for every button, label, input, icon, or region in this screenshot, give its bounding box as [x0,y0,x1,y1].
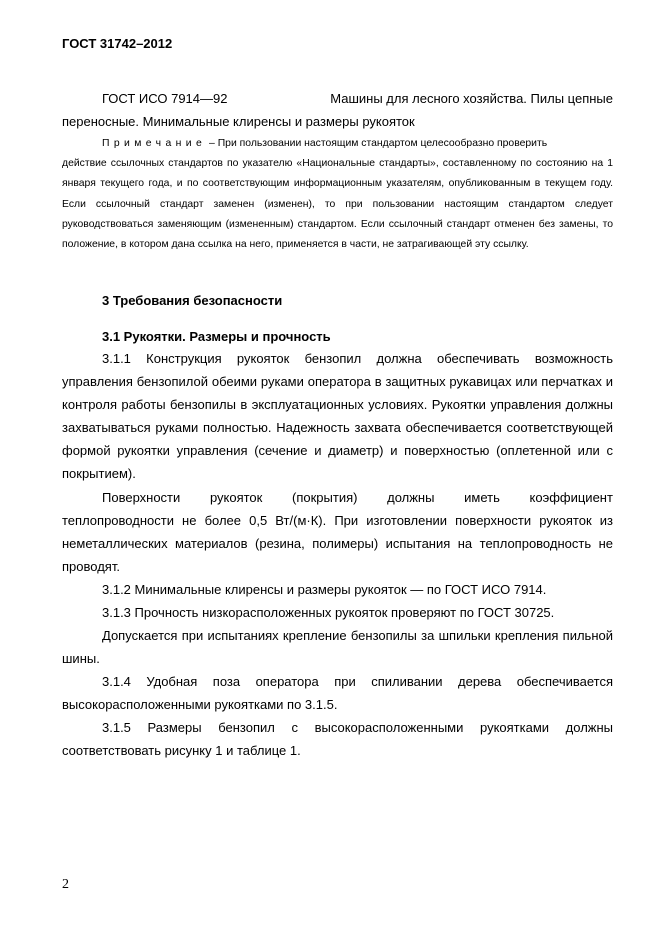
note-label: Примечание [102,138,207,149]
normative-reference [62,87,613,133]
page-number: 2 [62,877,69,892]
paragraph-3-1-1: 3.1.1 Конструкция рукояток бензопил должна обеспечивать возможность управления бензопилой обеими руками оператора в защитных рукавицах или перчатках и контроля работы бензопилы в эксплуатационных условиях. Рукоятки управления должны захватываться руками полностью. Надежность захвата обеспечивается соответствующей формой рукоятки управления (сечение и диаметр) и поверхностью (оплетенной или с покрытием). [62,351,613,481]
paragraph-3-1-4: 3.1.4 Удобная поза оператора при спиливании дерева обеспечивается высокорасположенными рукоятками по 3.1.5. [62,674,613,712]
paragraph-3-1-2: 3.1.2 Минимальные клиренсы и размеры рукояток — по ГОСТ ИСО 7914. [102,582,547,597]
document-header: ГОСТ 31742–2012 [62,36,173,51]
surface-first-line [62,486,613,509]
word: (покрытия) [292,490,358,505]
subsection-title: 3.1 Рукоятки. Размеры и прочность [102,329,331,344]
word: рукояток [209,490,263,505]
paragraph-3-1-1-surface [62,486,613,578]
note-text-rest: действие ссылочных стандартов по указателю «Национальные стандарты», составленному по состоянию на 1 января текущего года, и по соответствующим информационным указателям, опубликованным в текущем году. Если ссылочный стандарт заменен (изменен), то при пользовании настоящим стандартом следует руководствоваться заменяющим (измененным) стандартом. Если ссылочный стандарт отменен без замены, то положение, в котором дана ссылка на него, применяется в части, не затрагивающей эту ссылку. [62,158,613,251]
word: иметь [464,490,500,505]
note-first-line [62,134,613,154]
reference-title-line1: Машины для лесного хозяйства. Пилы цепные [330,91,613,106]
word: Поверхности [102,490,181,505]
reference-code: ГОСТ ИСО 7914—92 [102,91,228,106]
reference-title-line2: переносные. Минимальные клиренсы и размеры рукояток [62,114,415,129]
word: должны [387,490,435,505]
note-block [62,134,613,255]
surface-rest: теплопроводности не более 0,5 Вт/(м·К). При изготовлении поверхности рукояток из неметаллических материалов (резина, полимеры) испытания на теплопроводность не проводят. [62,513,613,574]
paragraph-3-1-5: 3.1.5 Размеры бензопил с высокорасположенными рукоятками должны соответствовать рисунку 1 и таблице 1. [62,720,613,758]
reference-line [62,87,613,110]
note-text-start: – При пользовании настоящим стандартом целесообразно проверить [206,138,548,149]
section-title: 3 Требования безопасности [102,293,283,308]
paragraph-3-1-3: 3.1.3 Прочность низкорасположенных рукояток проверяют по ГОСТ 30725. [102,605,555,620]
word: коэффициент [529,490,613,505]
paragraph-3-1-3-note: Допускается при испытаниях крепление бензопилы за шпильки крепления пильной шины. [62,628,613,666]
